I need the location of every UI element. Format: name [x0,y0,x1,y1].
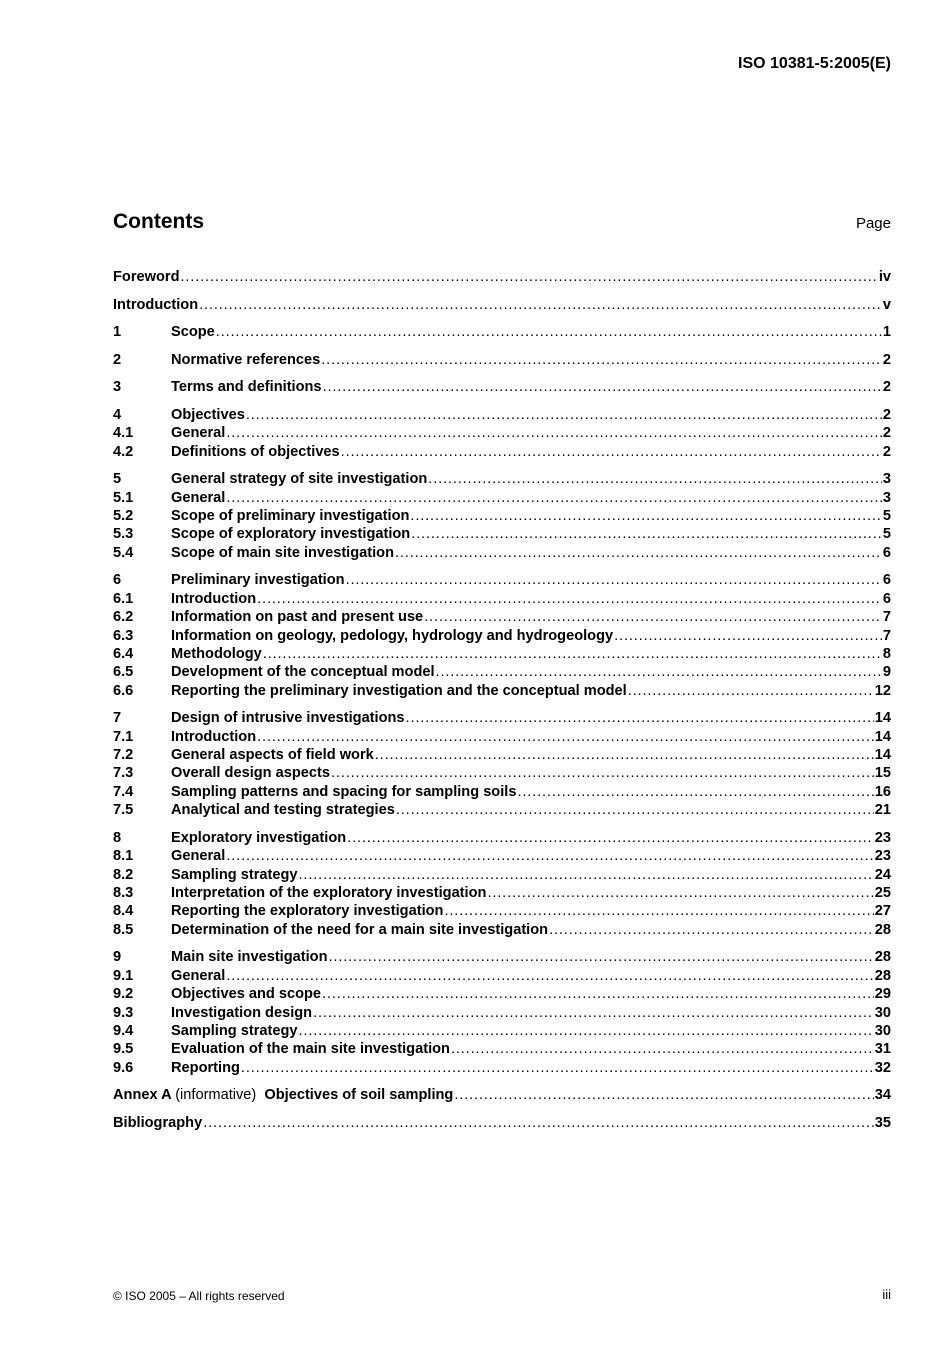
toc-entry-page: 2 [882,406,891,423]
dot-leader [424,609,882,625]
toc-entry[interactable] [113,683,891,701]
toc-entry-title: Main site investigation [171,949,328,966]
toc-entry[interactable] [113,1115,891,1133]
toc-entry-page: 29 [874,986,891,1003]
toc-entry[interactable] [113,747,891,765]
toc-entry-number: 4.1 [113,425,134,442]
toc-entry-page: 15 [874,765,891,782]
toc-entry-title: Analytical and testing strategies [171,802,395,819]
dot-leader [241,1060,874,1076]
toc-entry[interactable] [113,765,891,783]
toc-entry-page: 23 [874,829,891,846]
dot-leader [299,867,874,883]
toc-entry[interactable] [113,591,891,609]
dot-leader [263,646,882,662]
toc-entry-title: Methodology [171,645,262,662]
toc-entry-title: General [171,489,226,506]
toc-entry-page: 21 [874,802,891,819]
dot-leader [395,545,882,561]
toc-entry-number: 9.6 [113,1059,134,1076]
toc-entry-page: 2 [882,351,891,368]
dot-leader [411,526,882,542]
toc-entry[interactable] [113,1060,891,1078]
toc-entry-number: 6.5 [113,664,134,681]
toc-entry-title: Evaluation of the main site investigation [171,1041,450,1058]
footer-page-number: iii [882,1287,891,1302]
toc-entry[interactable] [113,526,891,544]
toc-entry-title: Determination of the need for a main site investigation [171,921,549,938]
toc-entry-title: Scope [171,324,215,341]
toc-entry[interactable] [113,572,891,590]
toc-entry-page: 28 [874,921,891,938]
toc-entry-title: Design of intrusive investigations [171,710,405,727]
toc-entry-number: 9.1 [113,967,134,984]
toc-entry[interactable] [113,324,891,342]
toc-entry[interactable] [113,986,891,1004]
toc-entry-number: 6 [113,572,122,589]
toc-entry-title: Introduction [113,296,199,313]
toc-entry-page: 2 [882,443,891,460]
toc-entry-number: 9.4 [113,1022,134,1039]
toc-entry[interactable] [113,848,891,866]
toc-entry[interactable] [113,903,891,921]
toc-group [113,949,891,1078]
toc-entry-title: Development of the conceptual model [171,664,435,681]
toc-entry-number: 6.3 [113,627,134,644]
toc-entry-title [113,1087,453,1103]
toc-entry-page: 24 [874,866,891,883]
toc-group [113,352,891,370]
toc-group [113,710,891,820]
toc-entry-number: 8.1 [113,848,134,865]
toc-entry-title: Sampling strategy [171,866,298,883]
toc-entry-number: 8 [113,829,122,846]
toc-entry[interactable] [113,802,891,820]
toc-entry-number: 7.4 [113,783,134,800]
toc-entry-page: 25 [874,885,891,902]
toc-entry-title: Normative references [171,351,321,368]
toc-group [113,1087,891,1105]
toc-entry-page: v [882,296,891,313]
annex-note: (informative) [175,1087,257,1104]
dot-leader [436,664,882,680]
toc-entry-number: 9.3 [113,1004,134,1021]
dot-leader [180,269,877,285]
dot-leader [410,508,881,524]
toc-entry-title: Overall design aspects [171,765,330,782]
toc-entry-title: Foreword [113,269,180,285]
toc-entry-page: 28 [874,949,891,966]
toc-entry-title: Reporting the preliminary investigation and the conceptual model [171,682,627,699]
toc-entry-number: 6.6 [113,682,134,699]
toc-entry-page: 30 [874,1022,891,1039]
toc-entry-title: Investigation design [171,1004,313,1021]
toc-entry-title: Scope of exploratory investigation [171,526,411,543]
toc-entry-number: 7 [113,710,122,727]
toc-entry-number: 9 [113,949,122,966]
toc-entry-title: Bibliography [113,1114,203,1131]
toc-entry[interactable] [113,1041,891,1059]
toc-entry-page: 3 [882,489,891,506]
toc-entry-page: iv [878,269,891,285]
toc-entry[interactable] [113,1005,891,1023]
dot-leader [341,444,882,460]
toc-entry-page: 31 [874,1041,891,1058]
dot-leader [313,1005,874,1021]
toc-entry-title: Preliminary investigation [171,572,345,589]
dot-leader [257,729,874,745]
toc-group [113,572,891,701]
toc-entry[interactable] [113,508,891,526]
annex-label: Annex A [113,1087,172,1104]
toc-entry-number: 6.4 [113,645,134,662]
toc-entry-title: Introduction [171,728,257,745]
dot-leader [517,784,873,800]
toc-entry-page: 5 [882,526,891,543]
dot-leader [257,591,882,607]
toc-entry-number: 1 [113,324,122,341]
toc-entry-number: 5.2 [113,508,134,525]
toc-entry-page: 23 [874,848,891,865]
toc-entry-page: 14 [874,710,891,727]
toc-entry-title: Objectives [171,406,245,423]
toc-entry-page: 12 [874,682,891,699]
toc-entry-page: 7 [882,609,891,626]
dot-leader [323,379,882,395]
toc-entry-page: 6 [882,544,891,561]
toc-entry[interactable] [113,729,891,747]
table-of-contents [113,269,891,1142]
dot-leader [329,949,874,965]
toc-entry-title: Scope of preliminary investigation [171,508,410,525]
toc-entry[interactable] [113,784,891,802]
toc-entry-page: 27 [874,903,891,920]
toc-entry[interactable] [113,922,891,940]
toc-entry-number: 3 [113,379,122,396]
toc-entry[interactable] [113,710,891,728]
toc-entry-title: Reporting the exploratory investigation [171,903,444,920]
toc-entry-page: 3 [882,471,891,488]
dot-leader [331,765,874,781]
toc-entry[interactable] [113,444,891,462]
dot-leader [246,407,882,423]
toc-entry[interactable] [113,1087,891,1105]
dot-leader [199,297,882,313]
toc-group [113,830,891,940]
toc-entry-title: General [171,848,226,865]
toc-entry-page: 9 [882,664,891,681]
toc-entry-page: 7 [882,627,891,644]
dot-leader [203,1115,874,1131]
dot-leader [226,490,882,506]
toc-entry-title: Introduction [171,590,257,607]
toc-group [113,324,891,342]
toc-entry[interactable] [113,425,891,443]
toc-entry-number: 6.2 [113,609,134,626]
toc-entry[interactable] [113,407,891,425]
toc-entry-number: 7.1 [113,728,134,745]
dot-leader [406,710,874,726]
toc-entry-number: 8.2 [113,866,134,883]
page-column-label: Page [855,215,891,232]
toc-entry[interactable] [113,490,891,508]
toc-entry-page: 28 [874,967,891,984]
dot-leader [628,683,874,699]
toc-entry-title: Reporting [171,1059,240,1076]
toc-entry-title: General strategy of site investigation [171,471,428,488]
dot-leader [322,986,874,1002]
dot-leader [396,802,874,818]
toc-entry[interactable] [113,297,891,315]
dot-leader [226,425,882,441]
toc-entry-title: Sampling strategy [171,1022,298,1039]
dot-leader [321,352,882,368]
toc-entry-page: 30 [874,1004,891,1021]
toc-entry-page: 8 [882,645,891,662]
toc-entry-number: 7.2 [113,747,134,764]
footer-copyright: © ISO 2005 – All rights reserved [113,1289,285,1303]
dot-leader [454,1087,873,1103]
toc-entry-page: 1 [882,324,891,341]
dot-leader [226,968,873,984]
toc-entry[interactable] [113,628,891,646]
toc-entry[interactable] [113,664,891,682]
dot-leader [444,903,873,919]
toc-entry-page: 34 [874,1087,891,1104]
toc-entry[interactable] [113,646,891,664]
toc-entry-number: 4 [113,406,122,423]
toc-entry-number: 7.3 [113,765,134,782]
dot-leader [451,1041,874,1057]
toc-entry-number: 7.5 [113,802,134,819]
toc-entry-number: 5.4 [113,544,134,561]
toc-entry[interactable] [113,830,891,848]
dot-leader [549,922,874,938]
toc-entry[interactable] [113,609,891,627]
toc-entry[interactable] [113,352,891,370]
toc-group [113,1115,891,1133]
dot-leader [347,830,874,846]
toc-entry[interactable] [113,949,891,967]
toc-entry-page: 14 [874,728,891,745]
contents-title: Contents [113,210,204,233]
toc-entry-number: 9.2 [113,986,134,1003]
toc-entry-page: 6 [882,572,891,589]
toc-entry-page: 14 [874,747,891,764]
toc-entry[interactable] [113,867,891,885]
toc-entry[interactable] [113,545,891,563]
toc-entry-title: Objectives and scope [171,986,322,1003]
toc-entry-page: 2 [882,379,891,396]
toc-entry[interactable] [113,968,891,986]
toc-entry-title: General aspects of field work [171,747,374,764]
toc-entry[interactable] [113,1023,891,1041]
dot-leader [614,628,882,644]
toc-entry-title: Terms and definitions [171,379,322,396]
toc-entry-title: Information on geology, pedology, hydrology and hydrogeology [171,627,614,644]
toc-entry-number: 8.5 [113,921,134,938]
toc-entry-title: General [171,967,226,984]
dot-leader [299,1023,874,1039]
toc-entry[interactable] [113,471,891,489]
toc-group [113,297,891,315]
toc-entry-page: 5 [882,508,891,525]
annex-title: Objectives of soil sampling [264,1087,454,1104]
toc-entry-title: General [171,425,226,442]
toc-entry-number: 9.5 [113,1041,134,1058]
toc-entry-number: 8.4 [113,903,134,920]
toc-entry-number: 5.3 [113,526,134,543]
toc-entry-title: Exploratory investigation [171,829,347,846]
toc-entry-page: 6 [882,590,891,607]
toc-entry-number: 4.2 [113,443,134,460]
toc-entry-title: Interpretation of the exploratory investigation [171,885,487,902]
toc-group [113,269,891,287]
toc-entry-page: 16 [874,783,891,800]
toc-group [113,407,891,462]
toc-entry-number: 6.1 [113,590,134,607]
toc-entry[interactable] [113,885,891,903]
dot-leader [226,848,873,864]
toc-group [113,471,891,563]
toc-entry-number: 5 [113,471,122,488]
dot-leader [346,572,882,588]
document-id: ISO 10381-5:2005(E) [738,55,891,72]
dot-leader [487,885,873,901]
toc-entry-title: Definitions of objectives [171,443,340,460]
toc-entry-page: 2 [882,425,891,442]
toc-entry-page: 32 [874,1059,891,1076]
toc-entry[interactable] [113,269,891,287]
toc-entry[interactable] [113,379,891,397]
dot-leader [216,324,882,340]
dot-leader [428,471,882,487]
toc-entry-number: 2 [113,351,122,368]
toc-group [113,379,891,397]
toc-entry-page: 35 [874,1114,891,1131]
toc-entry-title: Sampling patterns and spacing for sampling soils [171,783,517,800]
toc-entry-title: Information on past and present use [171,609,424,626]
toc-entry-number: 5.1 [113,489,134,506]
dot-leader [375,747,874,763]
toc-entry-title: Scope of main site investigation [171,544,395,561]
toc-entry-number: 8.3 [113,885,134,902]
